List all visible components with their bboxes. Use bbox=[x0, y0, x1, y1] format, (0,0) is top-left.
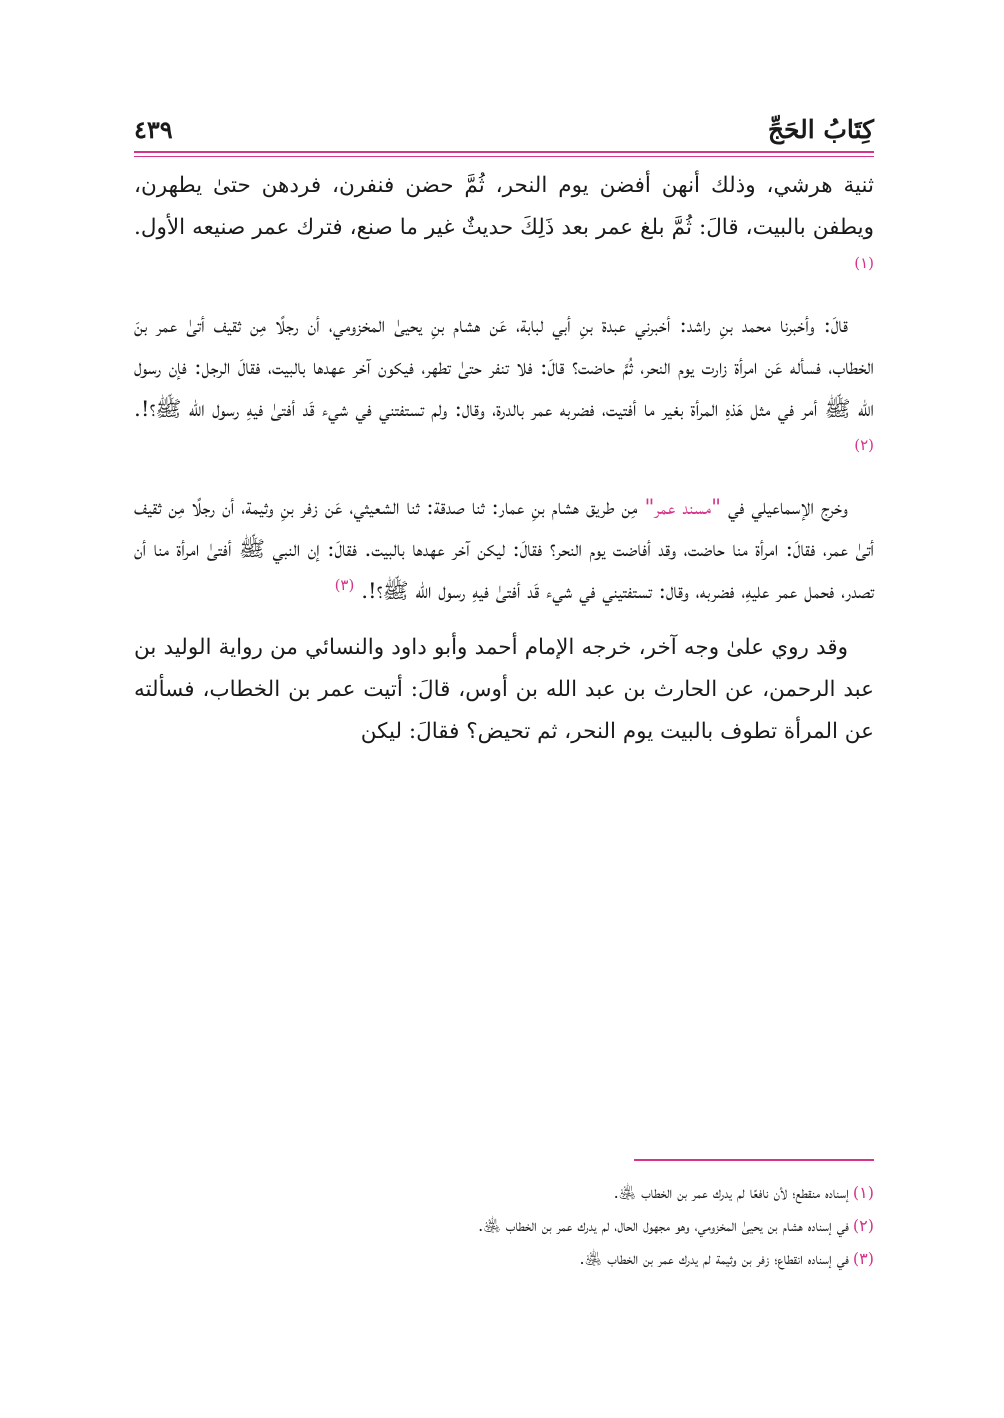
paragraph-1 bbox=[134, 165, 874, 291]
paragraph-4-text: وقد روي علىٰ وجه آخر، خرجه الإمام أحمد وأبو داود والنسائي من رواية الوليد بن عبد الرحمن، عن الحارث بن عبد الله بن أوس، قالَ: أتيت عمر بن الخطاب، فسألته عن المرأة تطوف بالبيت يوم النحر، ثم تحيض؟ فقالَ: ليكن bbox=[134, 635, 874, 744]
paragraph-3 bbox=[134, 487, 874, 613]
paragraph-2-text: قالَ: وأخبرنا محمد بنِ راشد: أخبرني عبدة بنِ أبي لبابة، عَن هشام بنِ يحيىٰ المخزومي، أن رجلًا مِن ثقيف أتىٰ عمر بنَ الخطاب، فسأله عَن امرأة زارت يوم النحر، ثُمَّ حاضت؟ قالَ: فلا تنفر حتىٰ تطهر، فيكون آخر عهدها بالبيت، فقالَ الرجل: فإن رسول الله ﷺ أمر في مثل هَذهِ المرأة بغير ما أفتيت، فضربه عمر بالدرة، وقال: ولم تستفتني في شيء قَد أفتىٰ فيهِ رسول الله ﷺ؟!. bbox=[134, 313, 874, 422]
footnote-3 bbox=[134, 1242, 874, 1275]
footnote-2 bbox=[134, 1209, 874, 1242]
footnote-1-text: إسناده منقطع؛ لأن نافعًا لم يدرك عمر بن الخطاب ﵁. bbox=[613, 1183, 849, 1202]
footnote-2-number: (٢) bbox=[852, 1216, 874, 1235]
main-text bbox=[134, 165, 874, 753]
paragraph-3-text-before: وخرج الإسماعيلي في bbox=[720, 495, 848, 520]
paragraph-2 bbox=[134, 305, 874, 473]
paragraph-1-text: ثنية هرشي، وذلك أنهن أفضن يوم النحر، ثُمَّ حضن فنفرن، فردهن حتىٰ يطهرن، ويطفن بالبيت، قالَ: ثُمَّ بلغ عمر بعد ذَلِكَ حديثٌ غير ما صنع، فترك عمر صنيعه الأول. bbox=[134, 173, 874, 240]
footnotes bbox=[134, 1176, 874, 1275]
footnote-1 bbox=[134, 1176, 874, 1209]
footnote-ref-1[interactable]: (١) bbox=[854, 253, 874, 272]
header-rule-thick bbox=[134, 151, 874, 153]
paragraph-4 bbox=[134, 627, 874, 753]
page-header bbox=[134, 112, 874, 148]
header-rule-thin bbox=[134, 156, 874, 157]
footnote-1-number: (١) bbox=[852, 1183, 874, 1202]
footnote-separator bbox=[634, 1159, 874, 1161]
footnote-ref-3[interactable]: (٣) bbox=[334, 575, 355, 594]
paragraph-3-text-after: مِن طريق هشام بنِ عمار: ثنا صدقة: ثنا الشعيثي، عَن زفر بنِ وثيمة، أن رجلًا مِن ثقيف أتىٰ عمر، فقالَ: امرأة منا حاضت، وقد أفاضت يوم النحر؟ فقالَ: ليكن آخر عهدها بالبيت. فقالَ: إن النبي ﷺ أفتىٰ امرأة منا أن تصدر، فحمل عمر عليهِ، فضربه، وقال: تستفتيني في شيء قَد أفتىٰ فيهِ رسول الله ﷺ؟!. bbox=[134, 495, 874, 604]
footnote-ref-2[interactable]: (٢) bbox=[854, 435, 874, 454]
footnote-2-text: في إسناده هشام بن يحيىٰ المخزومي، وهو مجهول الحال، لم يدرك عمر بن الخطاب ﵁. bbox=[478, 1216, 849, 1235]
running-title: كِتَابُ الحَجِّ bbox=[767, 115, 874, 144]
footnote-3-number: (٣) bbox=[852, 1249, 874, 1268]
footnote-3-text: في إسناده انقطاع؛ زفر بن وثيمة لم يدرك عمر بن الخطاب ﵁. bbox=[579, 1249, 849, 1268]
quoted-book-title: "مسند عمر" bbox=[644, 495, 721, 520]
page-number: ٤٣٩ bbox=[134, 115, 173, 144]
